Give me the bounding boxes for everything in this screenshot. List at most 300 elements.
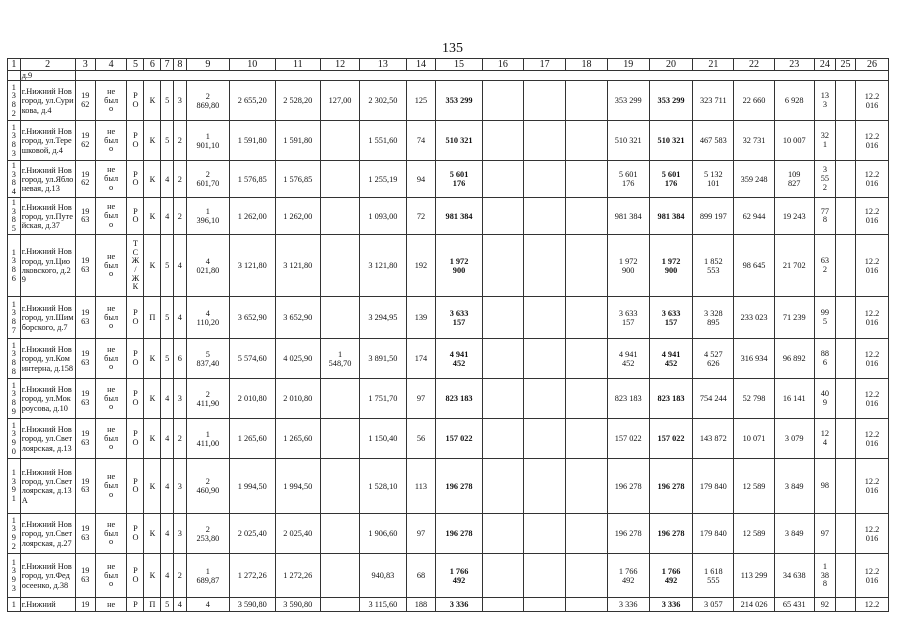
table-cell: 1 3 8 5 [8, 198, 21, 235]
table-cell: 1 150,40 [360, 419, 407, 459]
table-cell: 5 601 176 [649, 161, 692, 198]
table-cell: 65 431 [774, 598, 814, 612]
table-cell: 12.2 016 [856, 81, 889, 121]
table-cell [835, 554, 855, 598]
table-cell: К [144, 339, 161, 379]
table-cell: 353 299 [436, 81, 483, 121]
table-cell [482, 554, 523, 598]
table-cell: 754 244 [693, 379, 734, 419]
table-cell: 12.2 016 [856, 459, 889, 514]
table-cell [321, 419, 360, 459]
address-cell: г.Нижний Новгород, ул.Мокроусова, д.10 [20, 379, 75, 419]
table-cell: не был о [95, 297, 127, 339]
table-cell: 1 272,26 [230, 554, 275, 598]
table-cell: не был о [95, 235, 127, 297]
address-cell: г.Нижний Новгород, ул.Светлоярская, д.13 [20, 419, 75, 459]
table-cell: К [144, 81, 161, 121]
table-cell [835, 459, 855, 514]
table-cell [566, 514, 607, 554]
table-cell: 4 [161, 514, 174, 554]
table-cell [482, 297, 523, 339]
table-cell: 1 906,60 [360, 514, 407, 554]
table-cell: 13 3 [814, 81, 835, 121]
table-cell [482, 161, 523, 198]
table-cell: не был о [95, 121, 127, 161]
table-cell: 1 618 555 [693, 554, 734, 598]
table-cell: 157 022 [649, 419, 692, 459]
table-cell: не [95, 598, 127, 612]
table-cell: 1 3 9 3 [8, 554, 21, 598]
continuation-text: д.9 [20, 71, 75, 81]
table-cell [566, 235, 607, 297]
address-cell: г.Нижний Новгород, ул.Циолковского, д.29 [20, 235, 75, 297]
table-cell: 68 [406, 554, 436, 598]
table-cell: 4 [186, 598, 229, 612]
table-cell: 157 022 [436, 419, 483, 459]
table-cell: 4 [161, 554, 174, 598]
table-cell: 192 [406, 235, 436, 297]
column-number: 26 [856, 59, 889, 71]
table-cell: 1 262,00 [275, 198, 320, 235]
table-cell [8, 71, 21, 81]
table-cell: 2 253,80 [186, 514, 229, 554]
table-cell [524, 235, 566, 297]
table-row [8, 235, 889, 297]
table-cell: 1 901,10 [186, 121, 229, 161]
table-cell: 19 62 [75, 81, 95, 121]
table-cell: 4 [161, 459, 174, 514]
column-number: 12 [321, 59, 360, 71]
table-cell: 179 840 [693, 514, 734, 554]
scan-edge-marks [0, 632, 905, 638]
table-cell: 3 294,95 [360, 297, 407, 339]
table-cell [321, 121, 360, 161]
table-cell [566, 339, 607, 379]
table-row [8, 161, 889, 198]
column-number: 19 [607, 59, 649, 71]
table-cell: 3 633 157 [607, 297, 649, 339]
table-cell: П [144, 598, 161, 612]
table-row [8, 297, 889, 339]
table-cell: 510 321 [649, 121, 692, 161]
table-cell [321, 379, 360, 419]
table-cell: 1 576,85 [275, 161, 320, 198]
table-cell: 467 583 [693, 121, 734, 161]
continuation-row [8, 71, 889, 81]
table-cell: 214 026 [734, 598, 774, 612]
column-number: 14 [406, 59, 436, 71]
table-cell: 3 652,90 [230, 297, 275, 339]
housing-register-table [7, 58, 889, 612]
table-cell: 3 121,80 [360, 235, 407, 297]
table-cell [835, 339, 855, 379]
table-cell: 62 944 [734, 198, 774, 235]
table-cell: 1 766 492 [607, 554, 649, 598]
table-cell: 88 6 [814, 339, 835, 379]
table-cell: 19 [75, 598, 95, 612]
table-cell [524, 297, 566, 339]
table-cell: 72 [406, 198, 436, 235]
table-cell: 1 766 492 [436, 554, 483, 598]
table-cell [482, 198, 523, 235]
table-cell: Р О [127, 81, 144, 121]
table-cell [835, 379, 855, 419]
table-cell: 359 248 [734, 161, 774, 198]
table-cell [566, 598, 607, 612]
table-cell: 5 601 176 [436, 161, 483, 198]
table-cell: 56 [406, 419, 436, 459]
table-cell: 3 633 157 [649, 297, 692, 339]
table-cell: 77 8 [814, 198, 835, 235]
table-cell: К [144, 554, 161, 598]
table-cell: 34 638 [774, 554, 814, 598]
page-number: 135 [442, 41, 463, 56]
table-cell: Р [127, 598, 144, 612]
table-cell: 1 265,60 [275, 419, 320, 459]
table-cell: 3 849 [774, 514, 814, 554]
table-cell: 2 601,70 [186, 161, 229, 198]
table-cell [835, 81, 855, 121]
table-cell: 5 [161, 339, 174, 379]
table-cell: К [144, 235, 161, 297]
table-cell [524, 459, 566, 514]
table-cell: 113 299 [734, 554, 774, 598]
column-number: 23 [774, 59, 814, 71]
table-cell: 1 548,70 [321, 339, 360, 379]
address-cell: г.Нижний Новгород, ул.Федосеенко, д.38 [20, 554, 75, 598]
table-cell: 3 [174, 514, 187, 554]
table-cell [566, 161, 607, 198]
address-cell: г.Нижний Новгород, ул.Светлоярская, д.27 [20, 514, 75, 554]
table-cell: 2 [174, 121, 187, 161]
table-cell: 19 63 [75, 379, 95, 419]
table-cell: 2 [174, 161, 187, 198]
table-row [8, 81, 889, 121]
table-cell: 5 132 101 [693, 161, 734, 198]
column-number-header [8, 59, 889, 71]
table-cell: 1 972 900 [436, 235, 483, 297]
table-cell: 19 62 [75, 161, 95, 198]
table-cell: 19 63 [75, 554, 95, 598]
column-number: 9 [186, 59, 229, 71]
table-cell: 97 [406, 379, 436, 419]
table-cell: 3 121,80 [230, 235, 275, 297]
table-cell: 3 891,50 [360, 339, 407, 379]
column-number: 11 [275, 59, 320, 71]
table-cell: 179 840 [693, 459, 734, 514]
table-cell [524, 554, 566, 598]
table-cell [482, 121, 523, 161]
table-cell: 1 766 492 [649, 554, 692, 598]
table-cell: 5 601 176 [607, 161, 649, 198]
table-cell: 19 63 [75, 459, 95, 514]
table-cell: 40 9 [814, 379, 835, 419]
table-cell: 353 299 [649, 81, 692, 121]
table-cell: не был о [95, 339, 127, 379]
table-row [8, 514, 889, 554]
table-cell: 4 [174, 598, 187, 612]
table-cell: 3 [174, 379, 187, 419]
table-cell [524, 514, 566, 554]
table-row [8, 339, 889, 379]
table-cell: 3 121,80 [275, 235, 320, 297]
table-cell: 4 [161, 379, 174, 419]
table-cell: 1 3 9 2 [8, 514, 21, 554]
table-cell: не был о [95, 379, 127, 419]
table-cell: 1 689,87 [186, 554, 229, 598]
table-cell [524, 161, 566, 198]
column-number: 6 [144, 59, 161, 71]
table-row [8, 554, 889, 598]
address-cell: г.Нижний Новгород, ул.Сурикова, д.4 [20, 81, 75, 121]
table-cell: 510 321 [436, 121, 483, 161]
table-cell: 1 551,60 [360, 121, 407, 161]
table-cell: 92 [814, 598, 835, 612]
table-cell [566, 554, 607, 598]
table-cell: Р О [127, 121, 144, 161]
column-number: 2 [20, 59, 75, 71]
table-cell: 32 1 [814, 121, 835, 161]
table-cell [835, 297, 855, 339]
column-number: 21 [693, 59, 734, 71]
table-cell: 32 731 [734, 121, 774, 161]
table-cell: 3 [174, 459, 187, 514]
table-cell: 188 [406, 598, 436, 612]
table-cell: К [144, 161, 161, 198]
table-cell [482, 598, 523, 612]
table-cell [835, 198, 855, 235]
table-cell: 16 141 [774, 379, 814, 419]
table-cell: 19 62 [75, 121, 95, 161]
table-cell: 1 255,19 [360, 161, 407, 198]
table-cell [524, 339, 566, 379]
table-cell: 1 3 8 4 [8, 161, 21, 198]
table-cell: 1 528,10 [360, 459, 407, 514]
table-cell: 823 183 [607, 379, 649, 419]
table-cell: 1 751,70 [360, 379, 407, 419]
column-number: 10 [230, 59, 275, 71]
table-cell [524, 598, 566, 612]
table-cell: 1 972 900 [607, 235, 649, 297]
table-cell: 1 3 8 3 [8, 121, 21, 161]
table-cell: 1 093,00 [360, 198, 407, 235]
table-cell [321, 198, 360, 235]
table-cell: 12 4 [814, 419, 835, 459]
table-cell [566, 121, 607, 161]
table-cell: 1 3 9 0 [8, 419, 21, 459]
table-cell: 12.2 016 [856, 379, 889, 419]
table-cell: не был о [95, 81, 127, 121]
table-cell: 4 [161, 419, 174, 459]
table-cell: 1 994,50 [275, 459, 320, 514]
table-cell: 1 3 8 6 [8, 235, 21, 297]
table-cell: 3 590,80 [230, 598, 275, 612]
table-cell: 196 278 [607, 514, 649, 554]
table-cell [566, 81, 607, 121]
table-cell [524, 419, 566, 459]
table-cell [566, 419, 607, 459]
table-cell: 1 591,80 [275, 121, 320, 161]
table-cell: 4 [161, 161, 174, 198]
table-cell: 4 [174, 297, 187, 339]
table-cell: Р О [127, 459, 144, 514]
table-cell: не был о [95, 198, 127, 235]
table-cell: Р О [127, 198, 144, 235]
table-cell [482, 419, 523, 459]
table-cell: 2 025,40 [275, 514, 320, 554]
table-cell: 113 [406, 459, 436, 514]
table-cell: 196 278 [649, 459, 692, 514]
table-cell: 98 [814, 459, 835, 514]
table-cell: 1 [8, 598, 21, 612]
table-cell: 1 591,80 [230, 121, 275, 161]
table-cell: не был о [95, 554, 127, 598]
table-cell: К [144, 514, 161, 554]
table-cell: 3 057 [693, 598, 734, 612]
table-cell: 52 798 [734, 379, 774, 419]
table-cell: 19 63 [75, 419, 95, 459]
table-cell: 12.2 016 [856, 339, 889, 379]
table-cell [321, 235, 360, 297]
table-cell [482, 235, 523, 297]
table-row [8, 121, 889, 161]
table-cell [566, 198, 607, 235]
table-cell: 3 652,90 [275, 297, 320, 339]
address-cell: г.Нижний Новгород, ул.Терешковой, д.4 [20, 121, 75, 161]
table-cell [321, 554, 360, 598]
table-cell: 981 384 [649, 198, 692, 235]
address-cell: г.Нижний Новгород, ул.Коминтерна, д.158 [20, 339, 75, 379]
table-cell: 323 711 [693, 81, 734, 121]
column-number: 7 [161, 59, 174, 71]
address-cell: г.Нижний Новгород, ул.Яблоневая, д.13 [20, 161, 75, 198]
address-cell: г.Нижний Новгород, ул.Шимборского, д.7 [20, 297, 75, 339]
table-cell: 1 411,00 [186, 419, 229, 459]
table-cell: 1 262,00 [230, 198, 275, 235]
table-cell: 1 3 9 1 [8, 459, 21, 514]
table-cell: 12 589 [734, 514, 774, 554]
table-cell [835, 161, 855, 198]
table-cell: 74 [406, 121, 436, 161]
table-cell [835, 235, 855, 297]
column-number: 3 [75, 59, 95, 71]
table-cell: 2 302,50 [360, 81, 407, 121]
table-cell: 510 321 [607, 121, 649, 161]
table-cell: 196 278 [649, 514, 692, 554]
table-cell: 3 336 [436, 598, 483, 612]
table-cell: Р О [127, 514, 144, 554]
table-cell: 1 972 900 [649, 235, 692, 297]
table-cell: 98 645 [734, 235, 774, 297]
table-cell: Т С Ж / Ж К [127, 235, 144, 297]
column-number: 13 [360, 59, 407, 71]
table-cell: 12.2 016 [856, 198, 889, 235]
table-cell [321, 297, 360, 339]
table-cell: 3 633 157 [436, 297, 483, 339]
column-number: 5 [127, 59, 144, 71]
table-cell: 4 527 626 [693, 339, 734, 379]
table-cell: Р О [127, 554, 144, 598]
table-cell: 4 941 452 [607, 339, 649, 379]
table-cell: 3 336 [607, 598, 649, 612]
table-cell [835, 514, 855, 554]
column-number: 4 [95, 59, 127, 71]
table-cell: 1 272,26 [275, 554, 320, 598]
column-number: 18 [566, 59, 607, 71]
table-cell: 63 2 [814, 235, 835, 297]
table-cell: 3 55 2 [814, 161, 835, 198]
table-cell: 1 576,85 [230, 161, 275, 198]
table-cell: 940,83 [360, 554, 407, 598]
table-cell: К [144, 419, 161, 459]
table-cell: 5 [161, 235, 174, 297]
column-number: 16 [482, 59, 523, 71]
table-cell [566, 379, 607, 419]
table-cell: 6 [174, 339, 187, 379]
table-cell [321, 459, 360, 514]
table-cell: 12.2 016 [856, 235, 889, 297]
table-cell: 1 3 8 9 [8, 379, 21, 419]
table-cell: Р О [127, 161, 144, 198]
table-cell: 12.2 016 [856, 297, 889, 339]
table-cell: 12 589 [734, 459, 774, 514]
table-cell: 3 [174, 81, 187, 121]
table-cell: 823 183 [436, 379, 483, 419]
table-cell: 1 994,50 [230, 459, 275, 514]
table-cell: 3 336 [649, 598, 692, 612]
table-cell: 4 021,80 [186, 235, 229, 297]
table-cell: 12.2 016 [856, 121, 889, 161]
table-cell: 2 [174, 198, 187, 235]
table-cell: 1 396,10 [186, 198, 229, 235]
table-cell: 1 852 553 [693, 235, 734, 297]
table-row [8, 419, 889, 459]
column-number: 15 [436, 59, 483, 71]
table-cell: 2 460,90 [186, 459, 229, 514]
table-cell: 1 3 8 7 [8, 297, 21, 339]
table-cell: не был о [95, 419, 127, 459]
table-cell: 12.2 016 [856, 554, 889, 598]
table-cell: 2 [174, 554, 187, 598]
table-cell: 5 [161, 81, 174, 121]
table-body [8, 59, 889, 612]
table-cell: 4 025,90 [275, 339, 320, 379]
column-number: 17 [524, 59, 566, 71]
table-cell: 6 928 [774, 81, 814, 121]
table-cell: 19 63 [75, 339, 95, 379]
table-cell: 1 3 8 8 [8, 339, 21, 379]
table-cell [524, 379, 566, 419]
table-cell: 2 655,20 [230, 81, 275, 121]
table-cell: 125 [406, 81, 436, 121]
table-cell [482, 514, 523, 554]
table-cell: 823 183 [649, 379, 692, 419]
table-cell: Р О [127, 297, 144, 339]
column-number: 8 [174, 59, 187, 71]
table-cell: 12.2 016 [856, 419, 889, 459]
table-cell: 2 025,40 [230, 514, 275, 554]
table-cell: 2 869,80 [186, 81, 229, 121]
table-cell: 99 5 [814, 297, 835, 339]
table-cell: 4 110,20 [186, 297, 229, 339]
table-cell: 2 010,80 [275, 379, 320, 419]
column-number: 20 [649, 59, 692, 71]
table-cell: 19 243 [774, 198, 814, 235]
address-cell: г.Нижний Новгород, ул.Путейская, д.37 [20, 198, 75, 235]
table-cell: 1 3 8 2 [8, 81, 21, 121]
table-cell: 1 265,60 [230, 419, 275, 459]
table-cell: 2 010,80 [230, 379, 275, 419]
